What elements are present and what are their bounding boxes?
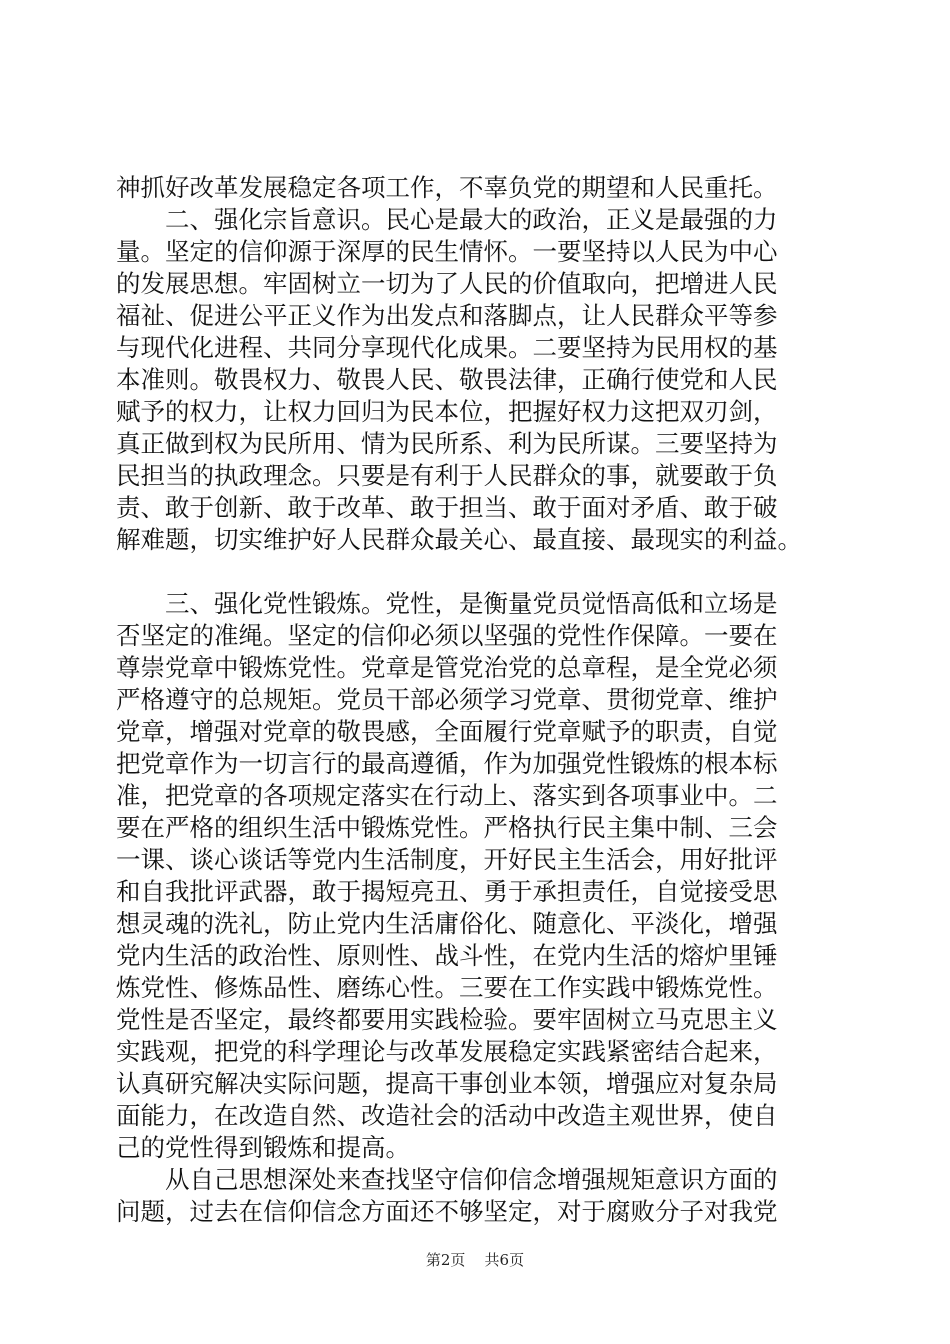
text-line: 认真研究解决实际问题，提高干事创业本领，增强应对复杂局 bbox=[116, 1069, 778, 1098]
page-footer bbox=[0, 1250, 950, 1270]
text-line: 己的党性得到锻炼和提高。 bbox=[116, 1133, 410, 1162]
text-line: 党章，增强对党章的敬畏感，全面履行党章赋予的职责，自觉 bbox=[116, 717, 778, 746]
text-line: 要在严格的组织生活中锻炼党性。严格执行民主集中制、三会 bbox=[116, 813, 778, 842]
text-line: 严格遵守的总规矩。党员干部必须学习党章、贯彻党章、维护 bbox=[116, 685, 778, 714]
text-line: 和自我批评武器，敢于揭短亮丑、勇于承担责任，自觉接受思 bbox=[116, 877, 778, 906]
text-line: 一课、谈心谈话等党内生活制度，开好民主生活会，用好批评 bbox=[116, 845, 778, 874]
text-line: 面能力，在改造自然、改造社会的活动中改造主观世界，使自 bbox=[116, 1101, 778, 1130]
text-line: 神抓好改革发展稳定各项工作，不辜负党的期望和人民重托。 bbox=[116, 173, 778, 202]
page-total: 共6页 bbox=[484, 1251, 525, 1269]
text-line: 党内生活的政治性、原则性、战斗性，在党内生活的熔炉里锤 bbox=[116, 941, 778, 970]
text-line: 想灵魂的洗礼，防止党内生活庸俗化、随意化、平淡化，增强 bbox=[116, 909, 778, 938]
text-line: 否坚定的准绳。坚定的信仰必须以坚强的党性作保障。一要在 bbox=[116, 621, 778, 650]
text-line: 的发展思想。牢固树立一切为了人民的价值取向，把增进人民 bbox=[116, 269, 778, 298]
text-line: 从自己思想深处来查找坚守信仰信念增强规矩意识方面的 bbox=[116, 1165, 778, 1194]
text-line: 福祉、促进公平正义作为出发点和落脚点，让人民群众平等参 bbox=[116, 301, 778, 330]
text-line: 三、强化党性锻炼。党性，是衡量党员觉悟高低和立场是 bbox=[116, 589, 778, 618]
text-line: 赋予的权力，让权力回归为民本位，把握好权力这把双刃剑， bbox=[116, 397, 778, 426]
text-line: 本准则。敬畏权力、敬畏人民、敬畏法律，正确行使党和人民 bbox=[116, 365, 778, 394]
text-line: 真正做到权为民所用、情为民所系、利为民所谋。三要坚持为 bbox=[116, 429, 778, 458]
text-line: 责、敢于创新、敢于改革、敢于担当、敢于面对矛盾、敢于破 bbox=[116, 493, 778, 522]
text-line: 解难题，切实维护好人民群众最关心、最直接、最现实的利益。 bbox=[116, 525, 802, 554]
text-line: 量。坚定的信仰源于深厚的民生情怀。一要坚持以人民为中心 bbox=[116, 237, 778, 266]
text-line: 问题，过去在信仰信念方面还不够坚定，对于腐败分子对我党 bbox=[116, 1197, 778, 1226]
text-line: 把党章作为一切言行的最高遵循，作为加强党性锻炼的根本标 bbox=[116, 749, 778, 778]
text-line: 尊崇党章中锻炼党性。党章是管党治党的总章程，是全党必须 bbox=[116, 653, 778, 682]
page-number: 第2页 bbox=[425, 1251, 466, 1269]
text-line: 实践观，把党的科学理论与改革发展稳定实践紧密结合起来， bbox=[116, 1037, 778, 1066]
text-line: 炼党性、修炼品性、磨练心性。三要在工作实践中锻炼党性。 bbox=[116, 973, 778, 1002]
page-separator bbox=[470, 1251, 480, 1269]
text-line: 民担当的执政理念。只要是有利于人民群众的事，就要敢于负 bbox=[116, 461, 778, 490]
text-line: 党性是否坚定，最终都要用实践检验。要牢固树立马克思主义 bbox=[116, 1005, 778, 1034]
text-line: 准，把党章的各项规定落实在行动上、落实到各项事业中。二 bbox=[116, 781, 778, 810]
text-line: 二、强化宗旨意识。民心是最大的政治，正义是最强的力 bbox=[116, 205, 778, 234]
text-line: 与现代化进程、共同分享现代化成果。二要坚持为民用权的基 bbox=[116, 333, 778, 362]
